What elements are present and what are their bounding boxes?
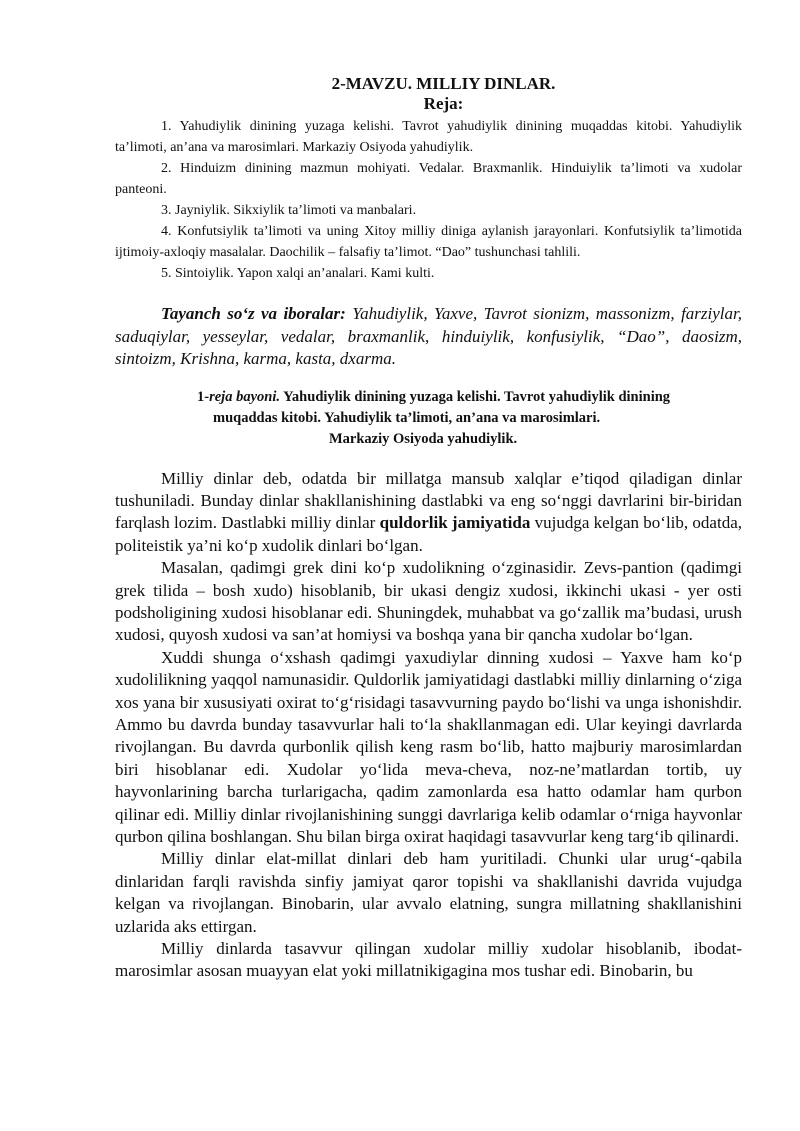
body-paragraph: Milliy dinlar elat-millat dinlari deb ham yuritiladi. Chunki ular urug‘-qabila dinlaridan farqli ravishda sinfiy jamiyat qaror topishi va shakllanishi davrida vujudga kelgan va rivojlangan. Binobarin, ular avvalo elatning, sungra millatning shakllanishini uzlarida aks ettirgan. — [115, 849, 742, 936]
plan-list — [115, 116, 742, 284]
section-heading-line-2: muqaddas kitobi. Yahudiylik ta’limoti, an’ana va marosimlari. — [213, 409, 601, 426]
section-number-label: reja bayoni. — [209, 388, 280, 405]
section-number: 1- — [197, 388, 210, 405]
plan-item: 5. Sintoiylik. Yapon xalqi an’analari. Kami kulti. — [161, 266, 435, 281]
document-page — [115, 74, 742, 983]
plan-item: 3. Jayniylik. Sikxiylik ta’limoti va manbalari. — [161, 203, 417, 218]
section-heading — [115, 387, 742, 450]
plan-item: 1. Yahudiylik dinining yuzaga kelishi. Tavrot yahudiylik dinining muqaddas kitobi. Yahudiylik ta’limoti, an’ana va marosimlari. Markaziy Osiyoda yahudiylik. — [115, 119, 742, 155]
body-text — [115, 468, 742, 983]
body-paragraph: Masalan, qadimgi grek dini ko‘p xudolikning o‘zginasidir. Zevs-pantion (qadimgi grek tilida – bosh xudo) hisoblanib, bir ukasi dengiz xudosi, ikkinchi ukasi - yer osti podsholigining xudosi hisoblanar edi. Shuningdek, muhabbat va go‘zallik ma’budasi, urush xudosi, quyosh xudosi va san’at homiysi va boshqa yana bir qancha xudolar bo‘lgan. — [115, 558, 742, 645]
body-text-run: Milliy dinlar deb, odatda bir millatga mansub xalqlar e’tiqod qiladigan dinlar tushuniladi. Bunday dinlar shakllanishining dastlabki va eng so‘nggi davrlarini bir-biridan farqlash lozim. Dastlabki milliy dinlar — [115, 468, 742, 533]
body-bold-phrase: quldorlik jamiyatida — [379, 513, 531, 533]
plan-heading: Reja: — [423, 94, 464, 113]
keywords-paragraph — [115, 303, 742, 371]
document-title: 2-MAVZU. MILLIY DINLAR. — [331, 74, 556, 93]
keywords-label: Tayanch so‘z va iboralar: — [161, 304, 346, 323]
section-heading-line-3: Markaziy Osiyoda yahudiylik. — [329, 430, 518, 447]
body-paragraph: Xuddi shunga o‘xshash qadimgi yaxudiylar dinning xudosi – Yaxve ham ko‘p xudolilikning yaqqol namunasidir. Quldorlik jamiyatidagi dastlabki milliy dinlarning o‘ziga xos yana bir xususiyati oxirat to‘g‘risidagi tasavvurning paydo bo‘lishi va unga ishonishdir. Ammo bu davrda bunday tasavvurlar hali to‘la shakllanmagan edi. Ular keyingi davrlarda rivojlangan. Bu davrda qurbonlik qilish keng rasm bo‘lib, hatto majburiy marosimlardan biri hisoblanar edi. Xudolar yo‘lida meva-cheva, noz-ne’matlardan tortib, uy hayvonlarining barcha turlarigacha, qadim zamonlarda esa hatto odamlar ham qurbon qilinar edi. Milliy dinlar rivojlanishining sunggi davrlariga kelib odamlar o‘rniga hayvonlar qurbon qilina boshlangan. Shu bilan birga oxirat haqidagi tasavvurlar keng targ‘ib qilinardi. — [115, 647, 742, 846]
section-heading-text-1: Yahudiylik dinining yuzaga kelishi. Tavrot yahudiylik dinining — [279, 388, 671, 405]
plan-item: 4. Konfutsiylik ta’limoti va uning Xitoy milliy diniga aylanish jarayonlari. Konfutsiylik ta’limotida ijtimoiy-axloqiy masalalar. Daochilik – falsafiy ta’limot. “Dao” tushunchasi tahlili. — [115, 224, 742, 260]
body-paragraph: Milliy dinlarda tasavvur qilingan xudolar milliy xudolar hisoblanib, ibodat-marosimlar asosan muayyan elat yoki millatnikigagina mos tushar edi. Binobarin, bu — [115, 939, 742, 981]
plan-item: 2. Hinduizm dinining mazmun mohiyati. Vedalar. Braxmanlik. Hinduiylik ta’limoti va xudolar panteoni. — [115, 161, 742, 197]
body-paragraph — [115, 468, 742, 558]
keywords-text: Yahudiylik, Yaxve, Tavrot sionizm, massonizm, farziylar, saduqiylar, yesseylar, vedalar, braxmanlik, hinduiylik, konfusiylik, “Dao”, daosizm, sintoizm, Krishna, karma, kasta, dxarma. — [115, 304, 742, 368]
body-text-run: vujudga kelgan bo‘lib, odatda, politeistik ya’ni ko‘p xudolik dinlari bo‘lgan. — [115, 513, 743, 555]
section-heading-line-1 — [115, 387, 742, 408]
